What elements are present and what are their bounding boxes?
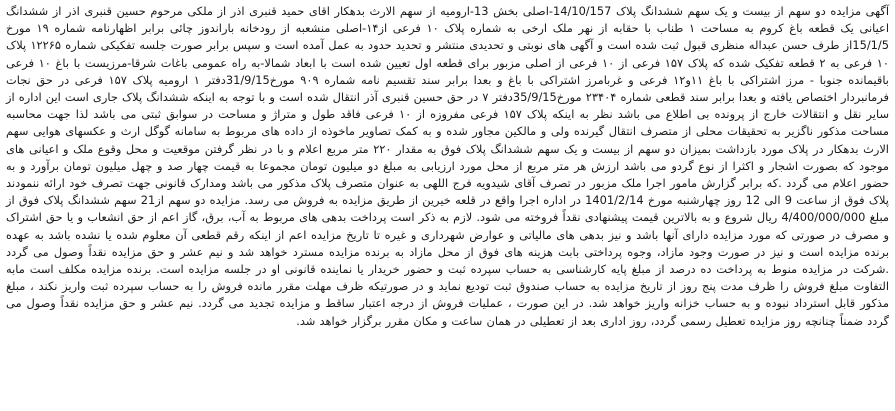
notice-body-text: آگهی مزایده دو سهم از بیست و یک سهم ششدانگ پلاک 14/10/157-اصلی بخش 13-ارومیه از سهم الارث بدهکار اقای حمید قنبری اذر از ملکی مرحوم حسین قنبری اذر از ششدانگ اعیانی یک قطعه باغ کروم به مساحت ۱ طناب با حقابه از نهر ملک ارخی به شماره پلاک ۱۰ فرعی از۱۴-اصلی منشعبه از رودخانه باراندوز چائی برابر اظهارنامه شماره ۱۹ مورخ 15/1/5از طرف حسن عبداله منظری قبول ثبت شده است و آگهی های نوبتی و تحدیدی منتشر و تحدید حدود به عمل آمده است و سپس برابر صورت جلسه تفکیکی شماره ۱۲۲۶۵ پلاک ۱۰ فرعی به ۲ قطعه تفکیک شده که پلاک ۱۵۷ فرعی از ۱۰ فرعی از اصلی مزبور برای قطعه اول تعیین شده است با ابعاد شمالا-به راه عمومی باغات شرقا-مرزیست با باغ ۱۰ فرعی باقیمانده جنوبا - مرز اشتراکی با باغ ۱۱و۱۲ فرعی و غربامرز اشتراکی با باغ و بعدا برابر سند تقسیم نامه شماره ۹۰۹ مورخ31/9/15دفتر ۱ ارومیه پلاک ۱۵۷ فرعی در حق نجات فرمانبردار اختصاص یافته و بعدا برابر سند قطعی شماره ۲۳۴۰۴ مورخ35/9/15دفتر ۷ در حق حسین قنبری آذر انتقال شده است و با توجه به اینکه ششدانگ پلاک جاری است این اداره از سایر نقل و انتقالات خارج از پرونده بی اطلاع می باشد نظر به اینکه پلاک ۱۵۷ فرعی مفروزه از ۱۰ فرعی فاقد طول و متراژ و مساحت در سوابق ثبتی می باشد لذا جهت محاسبه مساحت مذکور ناگزیر به تحقیقات محلی از متصرف انتقال گیرنده ولی و مالکین مجاور شده و به کمک تصاویر ماخوذه از داده های مربوط به سامانه گوگل ارث و عکسهای هوایی سهم الارث بدهکار در پلاک مورد بازداشت بمیزان دو سهم از بیست و یک سهم ششدانگ پلاک فوق به مقدار ۲۲۰ متر مربع اعلام و با در نظر گرفتن موقعیت و محل وقوع ملک و اعیانی های موجود که بصورت اشجار و اکثرا از نوع گردو می باشد ارزش هر متر مربع از محل مورد ارزیابی به مبلغ دو میلیون تومان مجموعا به قیمت چهار صد و چهل میلیون تومان برآورد و به حضور اعلام می گردد .که برابر گزارش مامور اجرا ملک مزبور در تصرف آقای شیدویه فرج اللهی به عنوان متصرف پلاک مذکور می باشد ومدارک قانونی جهت تصرف خود ارائه ننمودند پلاک فوق از ساعت 9 الی 12 روز چهارشنبه مورخ 1401/2/14 در اداره اجرا واقع در قلعه خیرین از طریق مزایده به فروش می رسد. مزایده دو سهم از21 سهم ششدانگ پلاک فوق از مبلغ 4/400/000/000 ریال شروع و به بالاترین قیمت پیشنهادی نقداً فروخته می شود. لازم به ذکر است پرداخت بدهی های مربوط به آب، برق، گاز اعم از حق انشعاب و یا حق اشتراک و مصرف در صورتی که مورد مزایده دارای آنها باشد و نیز بدهی های مالیاتی و عوارض شهرداری و غیره تا تاریخ مزایده اعم از اینکه رقم قطعی آن معلوم شده یا نشده باشد به عهده برنده مزایده است و نیز در صورت وجود مازاد، وجوه پرداختی بابت هزینه های فوق از محل مازاد به برنده مزایده مسترد خواهد شد و نیم عشر و حق مزایده نقداً وصول می گردد .شرکت در مزایده منوط به پرداخت ده درصد از مبلغ پایه کارشناسی به حساب سپرده ثبت و حضور خریدار یا نماینده قانونی او در جلسه مزایده است. برنده مزایده مکلف است مابه التفاوت مبلغ فروش را ظرف مدت پنج روز از تاریخ مزایده به حساب صندوق ثبت تودیع نماید و در صورتیکه ظرف مهلت مقرر مانده فروش را به حساب سپرده ثبت واریز نکند ، مبلغ مذکور قابل استرداد نبوده و به حساب خزانه واریز خواهد شد. در این صورت ، عملیات فروش از درجه اعتبار ساقط و مزایده تجدید می گردد. نیم عشر و حق مزایده نقداً وصول می گردد ضمناً چنانچه روز مزایده تعطیل رسمی گردد، روز اداری بعد از تعطیلی در همان ساعت و مکان مقرر برگزار خواهد شد. — [6, 4, 889, 328]
